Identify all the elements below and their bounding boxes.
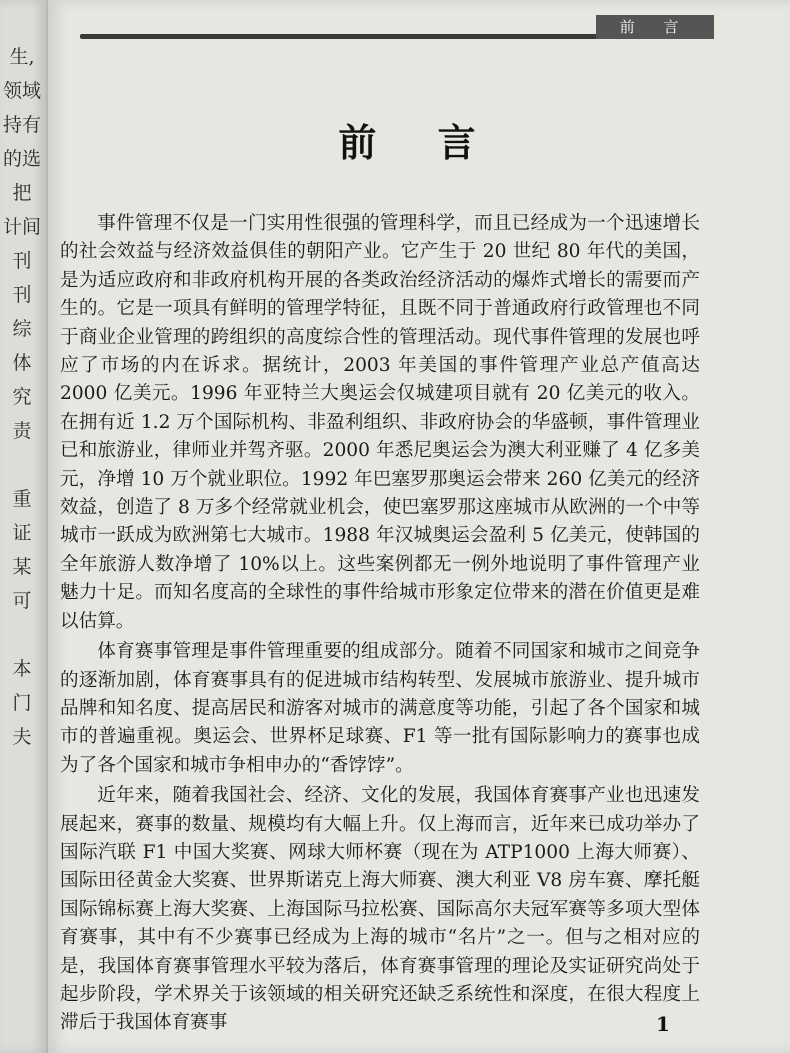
paragraph-1: 事件管理不仅是一门实用性很强的管理科学，而且已经成为一个迅速增长的社会效益与经济效益俱佳的朝阳产业。它产生于 20 世纪 80 年代的美国，是为适应政府和非政府机构开展的各类政治经济活动的爆炸式增长的需要而产生的。它是一项具有鲜明的管理学特征，且既不同于普通政府行政管理也不同于商业企业管理的跨组织的高度综合性的管理活动。现代事件管理的发展也呼应了市场的内在诉求。据统计，2003 年美国的事件管理产业总产值高达 2000 亿美元。1996 年亚特兰大奥运会仅城建项目就有 20 亿美元的收入。在拥有近 1.2 万个国际机构、非盈利组织、非政府协会的华盛顿，事件管理业已和旅游业，律师业并驾齐驱。2000 年悉尼奥运会为澳大利亚赚了 4 亿多美元，净增 10 万个就业职位。1992 年巴塞罗那奥运会带来 260 亿美元的经济效益，创造了 8 万多个经常就业机会，使巴塞罗那这座城市从欧洲的一个中等城市一跃成为欧洲第七大城市。1988 年汉城奥运会盈利 5 亿美元，使韩国的全年旅游人数净增了 10%以上。这些案例都无一例外地说明了事件管理产业魅力十足。而知名度高的全球性的事件给城市形象定位带来的潜在价值更是难以估算。 (60, 213, 700, 632)
body-text (60, 210, 700, 1040)
adjacent-page-line: 究 (12, 386, 32, 408)
adjacent-page-line: 证 (12, 522, 32, 544)
adjacent-page-line: 刊 (12, 284, 32, 306)
adjacent-page-line: 责 (12, 420, 32, 442)
adjacent-page-text (2, 40, 42, 754)
adjacent-page-line: 把 (12, 182, 32, 204)
adjacent-page-line: 持有 (2, 114, 41, 136)
adjacent-page-line: 的选 (2, 148, 41, 170)
paragraph-3: 近年来，随着我国社会、经济、文化的发展，我国体育赛事产业也迅速发展起来，赛事的数量、规模均有大幅上升。仅上海而言，近年来已成功举办了国际汽联 F1 中国大奖赛、网球大师杯赛（现在为 ATP1000 上海大师赛）、国际田径黄金大奖赛、世界斯诺克上海大师赛、澳大利亚 V8 房车赛、摩托艇国际锦标赛上海大奖赛、上海国际马拉松赛、国际高尔夫冠军赛等多项大型体育赛事，其中有不少赛事已经成为上海的城市“名片”之一。但与之相对应的是，我国体育赛事管理水平较为落后，体育赛事管理的理论及实证研究尚处于起步阶段，学术界关于该领域的相关研究还缺乏系统性和深度，在很大程度上滞后于我国体育赛事 (60, 785, 700, 1034)
adjacent-page-line: 生, (9, 46, 35, 68)
adjacent-page-line: 某 (12, 556, 32, 578)
book-page (48, 0, 790, 1053)
adjacent-page (0, 0, 48, 1053)
adjacent-page-line: 计间 (2, 216, 41, 238)
adjacent-page-line: 领域 (2, 80, 41, 102)
adjacent-page-line (2, 448, 42, 482)
adjacent-page-line: 刊 (12, 250, 32, 272)
adjacent-page-line: 本 (12, 658, 32, 680)
page-number: 1 (656, 1012, 670, 1036)
adjacent-page-line: 重 (12, 488, 32, 510)
adjacent-page-line: 夫 (12, 726, 32, 748)
adjacent-page-line: 可 (12, 590, 32, 612)
adjacent-page-line: 门 (12, 692, 32, 714)
paragraph-2: 体育赛事管理是事件管理重要的组成部分。随着不同国家和城市之间竞争的逐渐加剧，体育赛事具有的促进城市结构转型、发展城市旅游业、提升城市品牌和知名度、提高居民和游客对城市的满意度等功能，引起了各个国家和城市的普遍重视。奥运会、世界杯足球赛、F1 等一批有国际影响力的赛事也成为了各个国家和城市争相申办的“香饽饽”。 (60, 641, 700, 776)
page-title: 前 言 (338, 120, 500, 165)
running-header: 前 言 (596, 15, 714, 39)
adjacent-page-line: 体 (12, 352, 32, 374)
adjacent-page-line (2, 618, 42, 652)
adjacent-page-line: 综 (12, 318, 32, 340)
